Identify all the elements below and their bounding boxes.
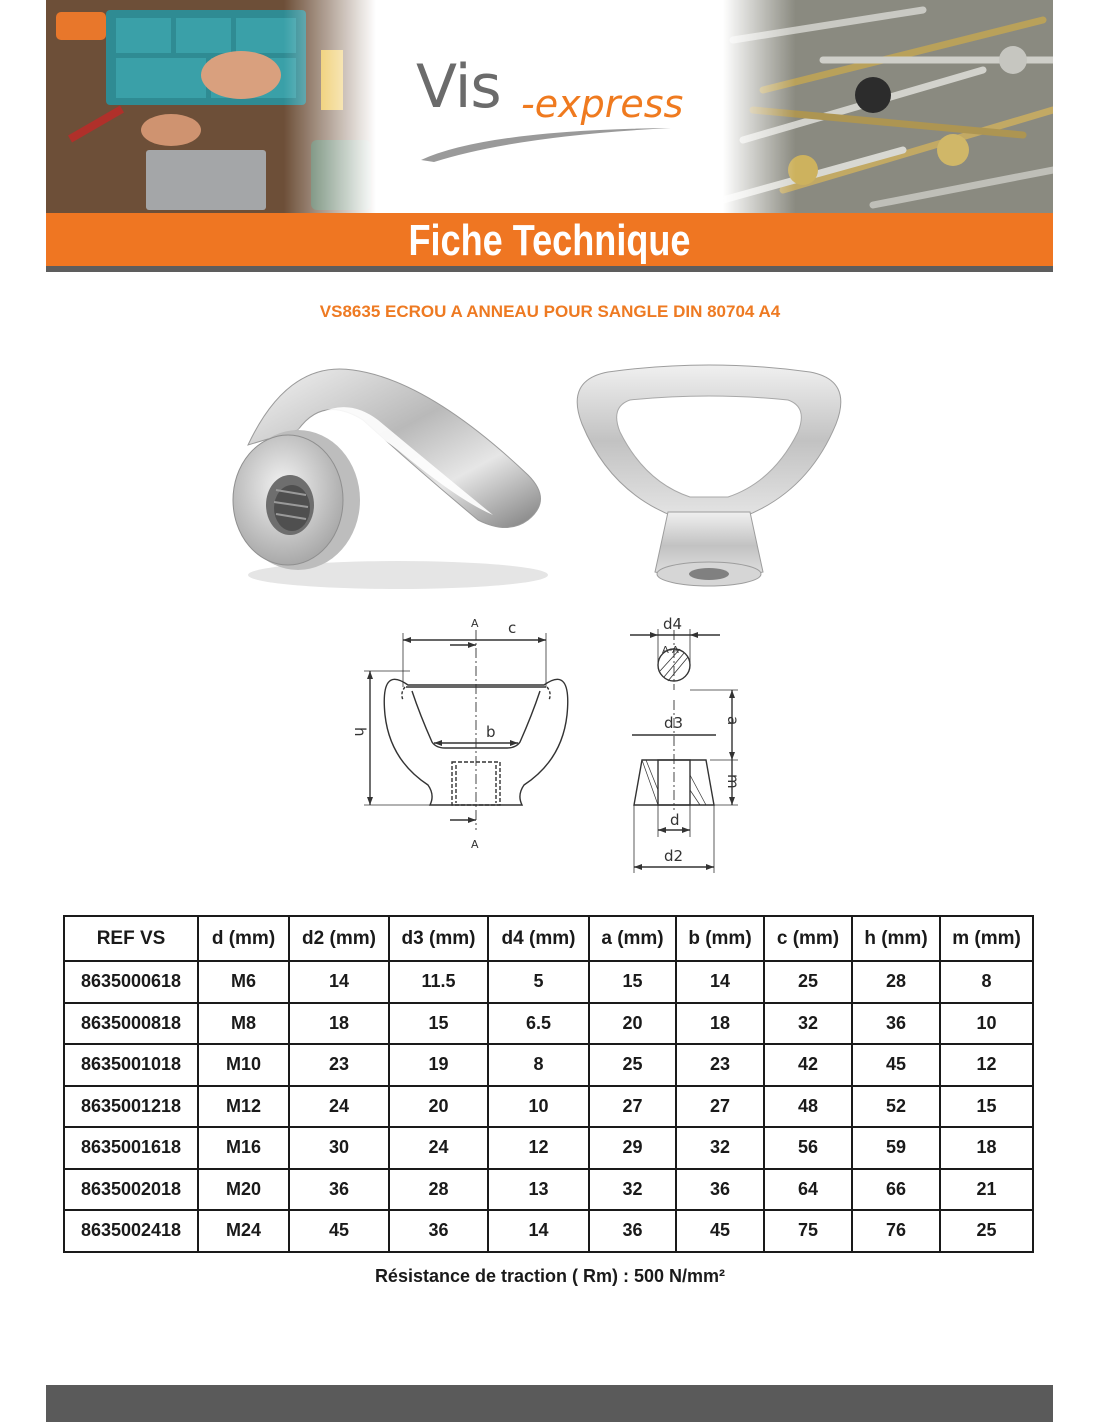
table-cell: 45 (289, 1210, 389, 1252)
screws-photo (723, 0, 1053, 213)
table-row (64, 1044, 1033, 1086)
table-cell: 8635000618 (64, 961, 198, 1003)
table-cell: 32 (676, 1127, 764, 1169)
footer-bar (46, 1385, 1053, 1422)
section-label-aa: A-A (662, 645, 679, 656)
table-cell: 10 (940, 1003, 1033, 1045)
table-cell: 59 (852, 1127, 940, 1169)
table-cell: 20 (389, 1086, 488, 1128)
table-cell: 32 (764, 1003, 852, 1045)
dim-label-b: b (486, 723, 496, 741)
column-header: b (mm) (676, 916, 764, 961)
table-row (64, 1086, 1033, 1128)
column-header: d2 (mm) (289, 916, 389, 961)
dim-label-c: c (508, 619, 517, 637)
table-cell: 48 (764, 1086, 852, 1128)
table-cell: 25 (764, 961, 852, 1003)
table-cell: M24 (198, 1210, 289, 1252)
table-cell: 15 (589, 961, 676, 1003)
table-row (64, 1169, 1033, 1211)
table-cell: 5 (488, 961, 589, 1003)
column-header: h (mm) (852, 916, 940, 961)
table-cell: 27 (589, 1086, 676, 1128)
table-cell: M12 (198, 1086, 289, 1128)
table-cell: 8635002018 (64, 1169, 198, 1211)
column-header: a (mm) (589, 916, 676, 961)
table-cell: 27 (676, 1086, 764, 1128)
technical-drawing (340, 605, 760, 885)
table-cell: 18 (289, 1003, 389, 1045)
table-cell: 25 (940, 1210, 1033, 1252)
table-cell: 19 (389, 1044, 488, 1086)
table-cell: 45 (852, 1044, 940, 1086)
table-cell: 18 (676, 1003, 764, 1045)
table-cell: 76 (852, 1210, 940, 1252)
band-title: Fiche Technique (408, 216, 691, 265)
table-cell: 36 (589, 1210, 676, 1252)
eye-nut-photo-angled (228, 350, 558, 600)
table-cell: 12 (488, 1127, 589, 1169)
table-cell: 18 (940, 1127, 1033, 1169)
table-cell: 8 (488, 1044, 589, 1086)
dim-label-a: a (724, 716, 742, 726)
table-cell: 8635000818 (64, 1003, 198, 1045)
logo-swoosh (416, 122, 676, 162)
table-cell: 8635001218 (64, 1086, 198, 1128)
table-cell: 15 (389, 1003, 488, 1045)
table-cell: 28 (389, 1169, 488, 1211)
table-cell: 6.5 (488, 1003, 589, 1045)
table-cell: 42 (764, 1044, 852, 1086)
table-row (64, 961, 1033, 1003)
table-cell: M20 (198, 1169, 289, 1211)
section-label-top: A (471, 617, 479, 630)
table-cell: 64 (764, 1169, 852, 1211)
column-header: REF VS (64, 916, 198, 961)
product-title: VS8635 ECROU A ANNEAU POUR SANGLE DIN 80704 A4 (319, 302, 781, 321)
table-cell: 45 (676, 1210, 764, 1252)
table-cell: M8 (198, 1003, 289, 1045)
table-cell: 23 (676, 1044, 764, 1086)
table-cell: 8635002418 (64, 1210, 198, 1252)
spec-table (63, 915, 1034, 1253)
table-cell: M6 (198, 961, 289, 1003)
tensile-strength-note: Résistance de traction ( Rm) : 500 N/mm² (374, 1266, 726, 1286)
table-header-row (64, 916, 1033, 961)
dim-label-h: h (351, 727, 369, 737)
table-cell: 36 (389, 1210, 488, 1252)
table-cell: M16 (198, 1127, 289, 1169)
table-cell: 36 (676, 1169, 764, 1211)
logo-main-text: Vis (416, 52, 501, 122)
table-cell: 14 (488, 1210, 589, 1252)
table-cell: M10 (198, 1044, 289, 1086)
table-cell: 15 (940, 1086, 1033, 1128)
column-header: d (mm) (198, 916, 289, 961)
table-cell: 10 (488, 1086, 589, 1128)
table-cell: 28 (852, 961, 940, 1003)
table-cell: 30 (289, 1127, 389, 1169)
table-cell: 20 (589, 1003, 676, 1045)
eye-nut-photo-front (568, 362, 850, 594)
table-cell: 14 (676, 961, 764, 1003)
dim-label-m: m (724, 774, 742, 789)
header-banner (46, 0, 1053, 213)
vis-express-logo (416, 52, 716, 162)
column-header: m (mm) (940, 916, 1033, 961)
table-cell: 11.5 (389, 961, 488, 1003)
table-cell: 24 (289, 1086, 389, 1128)
table-cell: 8 (940, 961, 1033, 1003)
table-cell: 13 (488, 1169, 589, 1211)
table-cell: 36 (852, 1003, 940, 1045)
logo-sub-text: -express (521, 82, 684, 126)
table-cell: 32 (589, 1169, 676, 1211)
dim-label-d3: d3 (664, 714, 684, 732)
table-cell: 21 (940, 1169, 1033, 1211)
band-underline (46, 266, 1053, 272)
table-row (64, 1127, 1033, 1169)
title-band (46, 213, 1053, 266)
section-label-bottom: A (471, 838, 479, 851)
workshop-photo (46, 0, 376, 213)
table-cell: 75 (764, 1210, 852, 1252)
dim-label-d2: d2 (664, 847, 684, 865)
table-cell: 52 (852, 1086, 940, 1128)
table-cell: 8635001018 (64, 1044, 198, 1086)
column-header: d4 (mm) (488, 916, 589, 961)
table-cell: 14 (289, 961, 389, 1003)
table-cell: 24 (389, 1127, 488, 1169)
table-cell: 56 (764, 1127, 852, 1169)
table-row (64, 1210, 1033, 1252)
table-cell: 12 (940, 1044, 1033, 1086)
dim-label-d: d (670, 811, 680, 829)
table-row (64, 1003, 1033, 1045)
table-cell: 23 (289, 1044, 389, 1086)
table-cell: 25 (589, 1044, 676, 1086)
table-cell: 8635001618 (64, 1127, 198, 1169)
column-header: c (mm) (764, 916, 852, 961)
column-header: d3 (mm) (389, 916, 488, 961)
table-cell: 29 (589, 1127, 676, 1169)
table-cell: 36 (289, 1169, 389, 1211)
table-cell: 66 (852, 1169, 940, 1211)
dim-label-d4: d4 (663, 615, 683, 633)
